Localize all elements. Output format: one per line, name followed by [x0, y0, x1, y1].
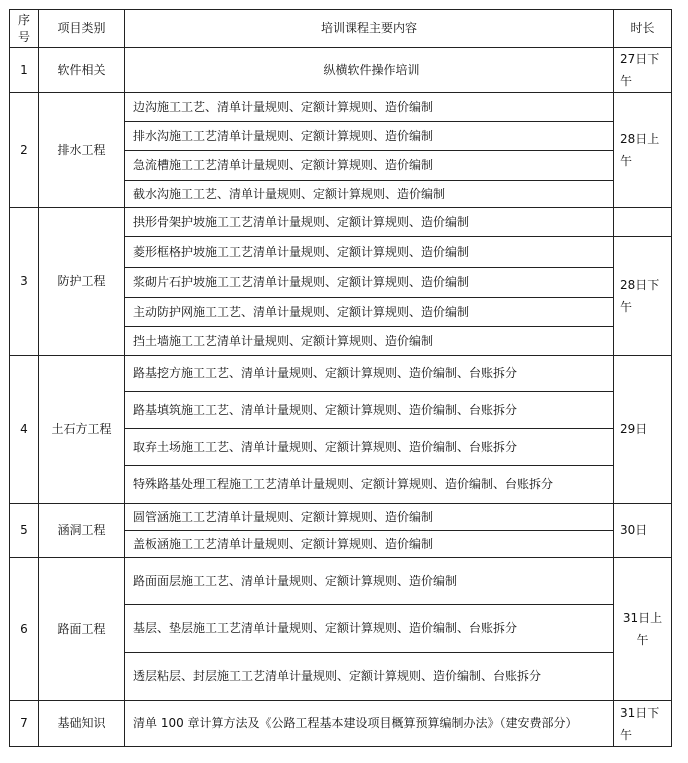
row-duration: 30日: [614, 504, 672, 558]
row-category: 路面工程: [39, 558, 125, 701]
row-category: 软件相关: [39, 48, 125, 93]
row-category: 防护工程: [39, 208, 125, 356]
row-no: 7: [10, 701, 39, 747]
table-row: [10, 558, 672, 605]
table-row: [10, 48, 672, 93]
row-no: 5: [10, 504, 39, 558]
row-content: 急流槽施工工艺清单计量规则、定额计算规则、造价编制: [125, 151, 614, 181]
row-content: 排水沟施工工艺清单计量规则、定额计算规则、造价编制: [125, 122, 614, 151]
row-content: 拱形骨架护坡施工工艺清单计量规则、定额计算规则、造价编制: [125, 208, 614, 237]
table-row: [10, 356, 672, 392]
header-category: 项目类别: [39, 10, 125, 48]
row-content: 边沟施工工艺、清单计量规则、定额计算规则、造价编制: [125, 93, 614, 122]
row-content: 路基挖方施工工艺、清单计量规则、定额计算规则、造价编制、台账拆分: [125, 356, 614, 392]
table-row: [10, 701, 672, 747]
row-content: 取弃土场施工工艺、清单计量规则、定额计算规则、造价编制、台账拆分: [125, 429, 614, 466]
row-duration: 28日上午: [614, 93, 672, 208]
row-content: 浆砌片石护坡施工工艺清单计量规则、定额计算规则、造价编制: [125, 268, 614, 298]
table-row: [10, 93, 672, 122]
row-content: 挡土墙施工工艺清单计量规则、定额计算规则、造价编制: [125, 327, 614, 356]
row-no: 6: [10, 558, 39, 701]
row-no: 4: [10, 356, 39, 504]
row-content: 圆管涵施工工艺清单计量规则、定额计算规则、造价编制: [125, 504, 614, 531]
row-content: 菱形框格护坡施工工艺清单计量规则、定额计算规则、造价编制: [125, 237, 614, 268]
row-content: 路面面层施工工艺、清单计量规则、定额计算规则、造价编制: [125, 558, 614, 605]
row-category: 排水工程: [39, 93, 125, 208]
training-schedule-table: [9, 9, 672, 747]
row-duration-spacer: [614, 208, 672, 237]
header-row: [10, 10, 672, 48]
row-duration: 27日下午: [614, 48, 672, 93]
row-content: 特殊路基处理工程施工工艺清单计量规则、定额计算规则、造价编制、台账拆分: [125, 466, 614, 504]
table-row: [10, 208, 672, 237]
row-content: 路基填筑施工工艺、清单计量规则、定额计算规则、造价编制、台账拆分: [125, 392, 614, 429]
row-content: 主动防护网施工工艺、清单计量规则、定额计算规则、造价编制: [125, 298, 614, 327]
row-category: 涵洞工程: [39, 504, 125, 558]
row-duration: 31日上午: [614, 558, 672, 701]
table-row: [10, 504, 672, 531]
row-content: 清单 100 章计算方法及《公路工程基本建设项目概算预算编制办法》（建安费部分）: [125, 701, 614, 747]
row-content: 截水沟施工工艺、清单计量规则、定额计算规则、造价编制: [125, 181, 614, 208]
row-content: 盖板涵施工工艺清单计量规则、定额计算规则、造价编制: [125, 531, 614, 558]
row-content: 透层粘层、封层施工工艺清单计量规则、定额计算规则、造价编制、台账拆分: [125, 653, 614, 701]
header-content: 培训课程主要内容: [125, 10, 614, 48]
row-duration: 28日下午: [614, 237, 672, 356]
row-no: 3: [10, 208, 39, 356]
row-content: 纵横软件操作培训: [125, 48, 614, 93]
row-duration: 29日: [614, 356, 672, 504]
row-category: 基础知识: [39, 701, 125, 747]
header-duration: 时长: [614, 10, 672, 48]
row-category: 土石方工程: [39, 356, 125, 504]
row-no: 1: [10, 48, 39, 93]
row-no: 2: [10, 93, 39, 208]
row-duration: 31日下午: [614, 701, 672, 747]
row-content: 基层、垫层施工工艺清单计量规则、定额计算规则、造价编制、台账拆分: [125, 605, 614, 653]
header-no: 序号: [10, 10, 39, 48]
